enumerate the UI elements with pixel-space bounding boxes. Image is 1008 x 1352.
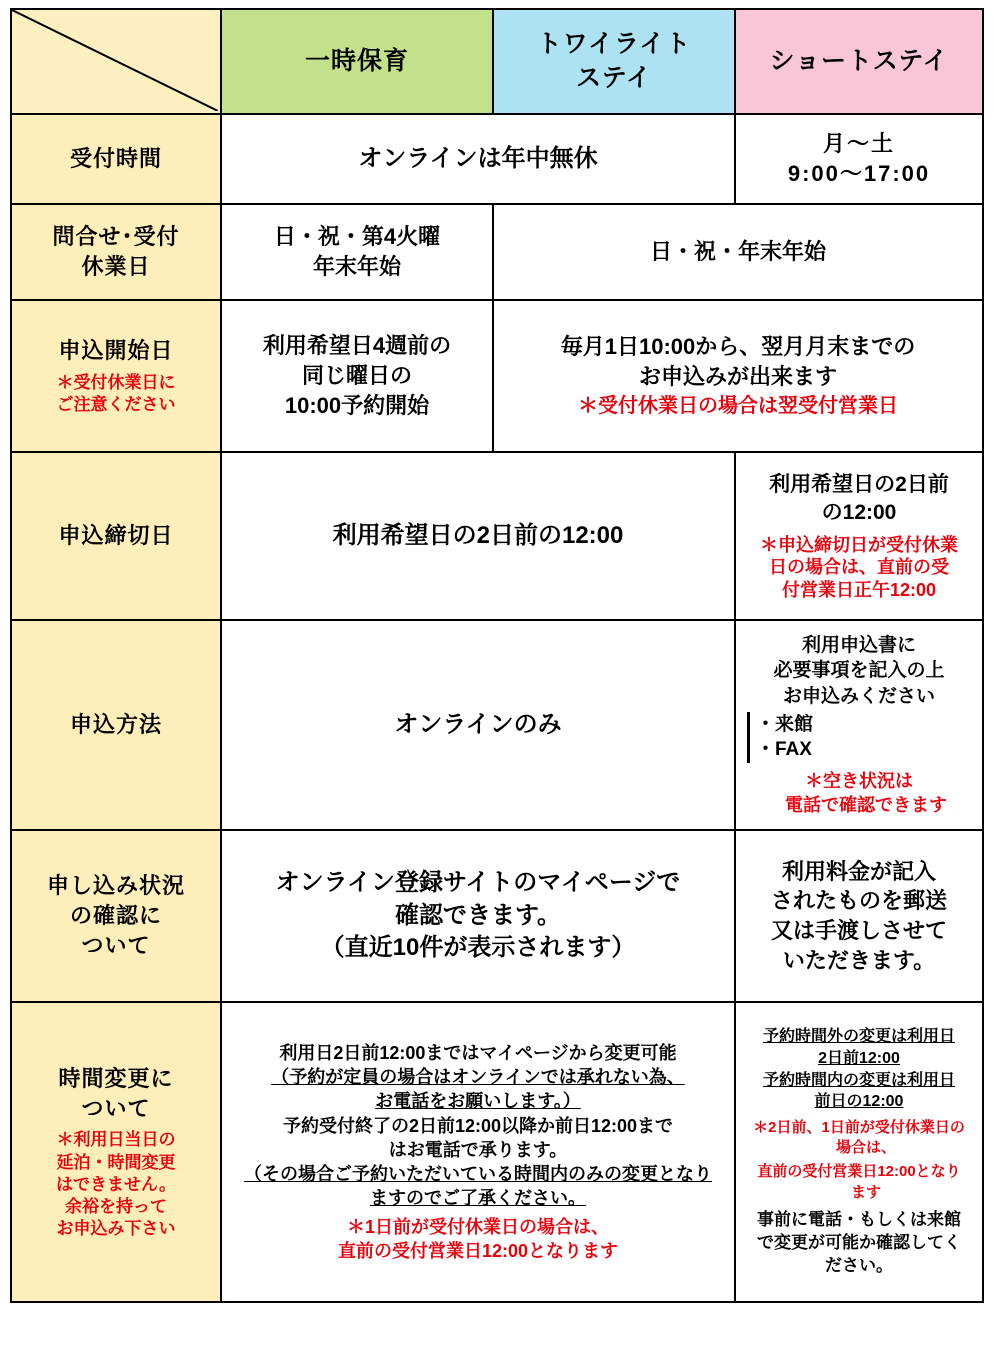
cell-application-start-merged-line2: お申込みが出来ます: [638, 363, 837, 389]
cell-time-change-shortstay: [735, 1002, 983, 1302]
cell-application-deadline-merged-text: 利用希望日の2日前の12:00: [332, 521, 624, 549]
cell-time-change-shortstay-line1: 予約時間外の変更は利用日: [762, 1028, 955, 1046]
bracket-icon: [747, 712, 750, 763]
cell-application-method-shortstay-note-line1: ＊空き状況は: [805, 770, 913, 791]
cell-time-change-shortstay-tail-line3: ださい。: [825, 1255, 893, 1275]
row-header-application-start-note-line2: ご注意ください: [56, 394, 176, 414]
cell-time-change-merged-line2: （予約が定員の場合はオンラインでは承れない為、: [271, 1066, 685, 1087]
cell-time-change-merged-line3: お電話をお願いします。）: [375, 1091, 581, 1112]
cell-time-change-merged-line4: 予約受付終了の2日前12:00以降か前日12:00まで: [282, 1115, 674, 1136]
cell-application-deadline-shortstay-line2: の12:00: [821, 501, 897, 525]
cell-application-method-shortstay: [735, 620, 983, 830]
cell-application-deadline-shortstay-note-line1: ＊申込締切日が受付休業: [760, 534, 958, 555]
cell-application-method-shortstay-options: [741, 712, 977, 763]
column-header-shortstay-label: ショートステイ: [769, 46, 949, 75]
cell-reception-hours-online-text: オンラインは年中無休: [358, 144, 598, 172]
cell-status-check-merged-line1: オンライン登録サイトのマイページで: [275, 869, 681, 897]
table-row: [11, 830, 983, 1002]
row-header-closed-days-line1: 問合せ･受付: [52, 224, 180, 250]
row-header-closed-days-line2: 休業日: [81, 254, 151, 279]
document-page: [0, 8, 1008, 1352]
row-header-time-change: [11, 1002, 221, 1302]
cell-application-method-option-fax: ・FAX: [756, 739, 812, 761]
cell-application-start-temporary-line1: 利用希望日4週前の: [262, 333, 452, 359]
table-row: [11, 452, 983, 620]
row-header-time-change-note: [17, 1129, 215, 1239]
cell-status-check-merged: [221, 830, 735, 1002]
cell-time-change-shortstay-tail-line2: で変更が可能か確認してく: [757, 1232, 961, 1252]
row-header-time-change-note-line4: 余裕を持って: [65, 1196, 167, 1216]
cell-time-change-shortstay-note-line2: 場合は、: [835, 1139, 896, 1157]
cell-time-change-shortstay-line3: 予約時間内の変更は利用日: [762, 1071, 955, 1089]
cell-time-change-merged-line1: 利用日2日前12:00まではマイページから変更可能: [279, 1042, 677, 1063]
cell-time-change-merged-note-line2: 直前の受付営業日12:00となります: [337, 1241, 619, 1262]
cell-reception-hours-shortstay-line1: 月〜土: [822, 131, 895, 157]
row-header-status-check: [11, 830, 221, 1002]
cell-application-start-temporary-line3: 10:00予約開始: [284, 392, 430, 418]
row-header-reception-hours: [11, 114, 221, 204]
column-header-shortstay: [735, 9, 983, 114]
cell-closed-days-merged-text: 日・祝・年末年始: [649, 239, 826, 265]
cell-time-change-shortstay-tail-line1: 事前に電話・もしくは来館: [757, 1209, 961, 1229]
cell-time-change-merged: [221, 1002, 735, 1302]
table-row: [11, 114, 983, 204]
cell-time-change-shortstay-line2: 2日前12:00: [818, 1050, 900, 1067]
row-header-time-change-line2: ついて: [81, 1095, 151, 1121]
cell-closed-days-temporary: [221, 204, 493, 300]
row-header-status-check-line3: ついて: [81, 932, 151, 958]
cell-application-method-merged: [221, 620, 735, 830]
row-header-application-deadline-label: 申込締切日: [58, 523, 174, 549]
cell-application-method-shortstay-line1: 利用申込書に: [801, 634, 916, 656]
table-row: [11, 1002, 983, 1302]
row-header-closed-days: [11, 204, 221, 300]
cell-status-check-shortstay-line2: されたものを郵送: [770, 888, 947, 914]
row-header-application-deadline: [11, 452, 221, 620]
cell-application-start-merged: [493, 300, 983, 452]
row-header-status-check-line1: 申し込み状況: [46, 873, 185, 899]
cell-application-deadline-shortstay: [735, 452, 983, 620]
cell-closed-days-temporary-line2: 年末年始: [312, 254, 401, 279]
cell-application-start-temporary: [221, 300, 493, 452]
cell-application-start-temporary-line2: 同じ曜日の: [301, 363, 412, 389]
cell-application-deadline-shortstay-note-line3: 付営業日正午12:00: [781, 579, 937, 600]
cell-status-check-shortstay: [735, 830, 983, 1002]
cell-time-change-merged-line6: （その場合ご予約いただいている時間内のみの変更となり: [244, 1164, 712, 1185]
corner-cell: [11, 9, 221, 114]
table-header-row: [11, 9, 983, 114]
row-header-application-start: [11, 300, 221, 452]
row-header-application-method: [11, 620, 221, 830]
row-header-application-start-note: [17, 372, 215, 416]
cell-status-check-merged-line3: （直近10件が表示されます）: [320, 934, 636, 962]
row-header-time-change-line1: 時間変更に: [58, 1066, 174, 1092]
cell-time-change-shortstay-note-line1: ＊2日前、1日前が受付休業日の: [753, 1118, 965, 1136]
cell-time-change-merged-line5: はお電話で承ります。: [388, 1139, 568, 1160]
cell-application-method-shortstay-options-items: [756, 712, 813, 763]
cell-status-check-merged-line2: 確認できます。: [394, 901, 562, 929]
cell-application-deadline-shortstay-note: [741, 534, 977, 602]
service-comparison-table: [10, 8, 984, 1303]
column-header-twilight-label-2: ステイ: [576, 63, 652, 92]
row-header-application-start-note-line1: ＊受付休業日に: [56, 372, 176, 392]
cell-reception-hours-shortstay-line2: 9:00〜17:00: [787, 161, 931, 186]
row-header-time-change-note-line3: はできません。: [55, 1174, 177, 1194]
table-row: [11, 204, 983, 300]
cell-time-change-shortstay-line4: 前日の12:00: [814, 1093, 904, 1111]
cell-application-method-shortstay-note: [741, 769, 977, 818]
row-header-reception-hours-label: 受付時間: [69, 146, 162, 172]
cell-time-change-shortstay-note-line3: 直前の受付営業日12:00となり: [757, 1163, 961, 1181]
cell-closed-days-twilight-shortstay: [493, 204, 983, 300]
cell-application-method-shortstay-note-line2: 電話で確認できます: [785, 795, 947, 816]
row-header-application-start-label: 申込開始日: [58, 338, 174, 364]
diagonal-line-icon: [12, 10, 220, 113]
cell-status-check-shortstay-line4: いただきます。: [782, 947, 936, 973]
row-header-application-method-label: 申込方法: [69, 712, 162, 738]
cell-application-method-merged-text: オンラインのみ: [394, 710, 562, 738]
cell-application-start-merged-line1: 毎月1日10:00から、翌月月末までの: [560, 333, 916, 359]
cell-time-change-shortstay-note-line4: ます: [850, 1183, 881, 1201]
cell-status-check-shortstay-line3: 又は手渡しさせて: [770, 918, 947, 943]
column-header-twilight-label-1: トワイライト: [536, 29, 692, 58]
cell-application-deadline-shortstay-line1: 利用希望日の2日前: [769, 472, 949, 496]
column-header-temporary-label: 一時保育: [304, 46, 409, 75]
column-header-temporary: [221, 9, 493, 114]
cell-application-method-option-visit: ・来館: [756, 713, 814, 735]
cell-application-deadline-shortstay-note-line2: 日の場合は、直前の受: [769, 557, 949, 578]
row-header-time-change-note-line2: 延泊・時間変更: [56, 1152, 176, 1172]
table-row: [11, 300, 983, 452]
cell-application-deadline-merged: [221, 452, 735, 620]
cell-application-start-merged-note: ＊受付休業日の場合は翌受付営業日: [578, 395, 898, 418]
row-header-time-change-note-line1: ＊利用日当日の: [56, 1130, 176, 1150]
cell-application-method-shortstay-line2: 必要事項を記入の上: [773, 660, 945, 682]
cell-reception-hours-online: [221, 114, 735, 204]
cell-application-method-shortstay-line3: お申込みください: [782, 685, 935, 707]
row-header-time-change-note-line5: お申込み下さい: [56, 1218, 176, 1238]
cell-time-change-merged-line7: ますのでご了承ください。: [370, 1188, 586, 1209]
table-row: [11, 620, 983, 830]
cell-closed-days-temporary-line1: 日・祝・第4火曜: [273, 224, 441, 250]
cell-status-check-shortstay-line1: 利用料金が記入: [781, 858, 936, 884]
row-header-status-check-line2: の確認に: [69, 903, 162, 929]
cell-time-change-merged-note-line1: ＊1日前が受付休業日の場合は、: [346, 1216, 609, 1237]
column-header-twilight: [493, 9, 735, 114]
cell-reception-hours-shortstay: [735, 114, 983, 204]
